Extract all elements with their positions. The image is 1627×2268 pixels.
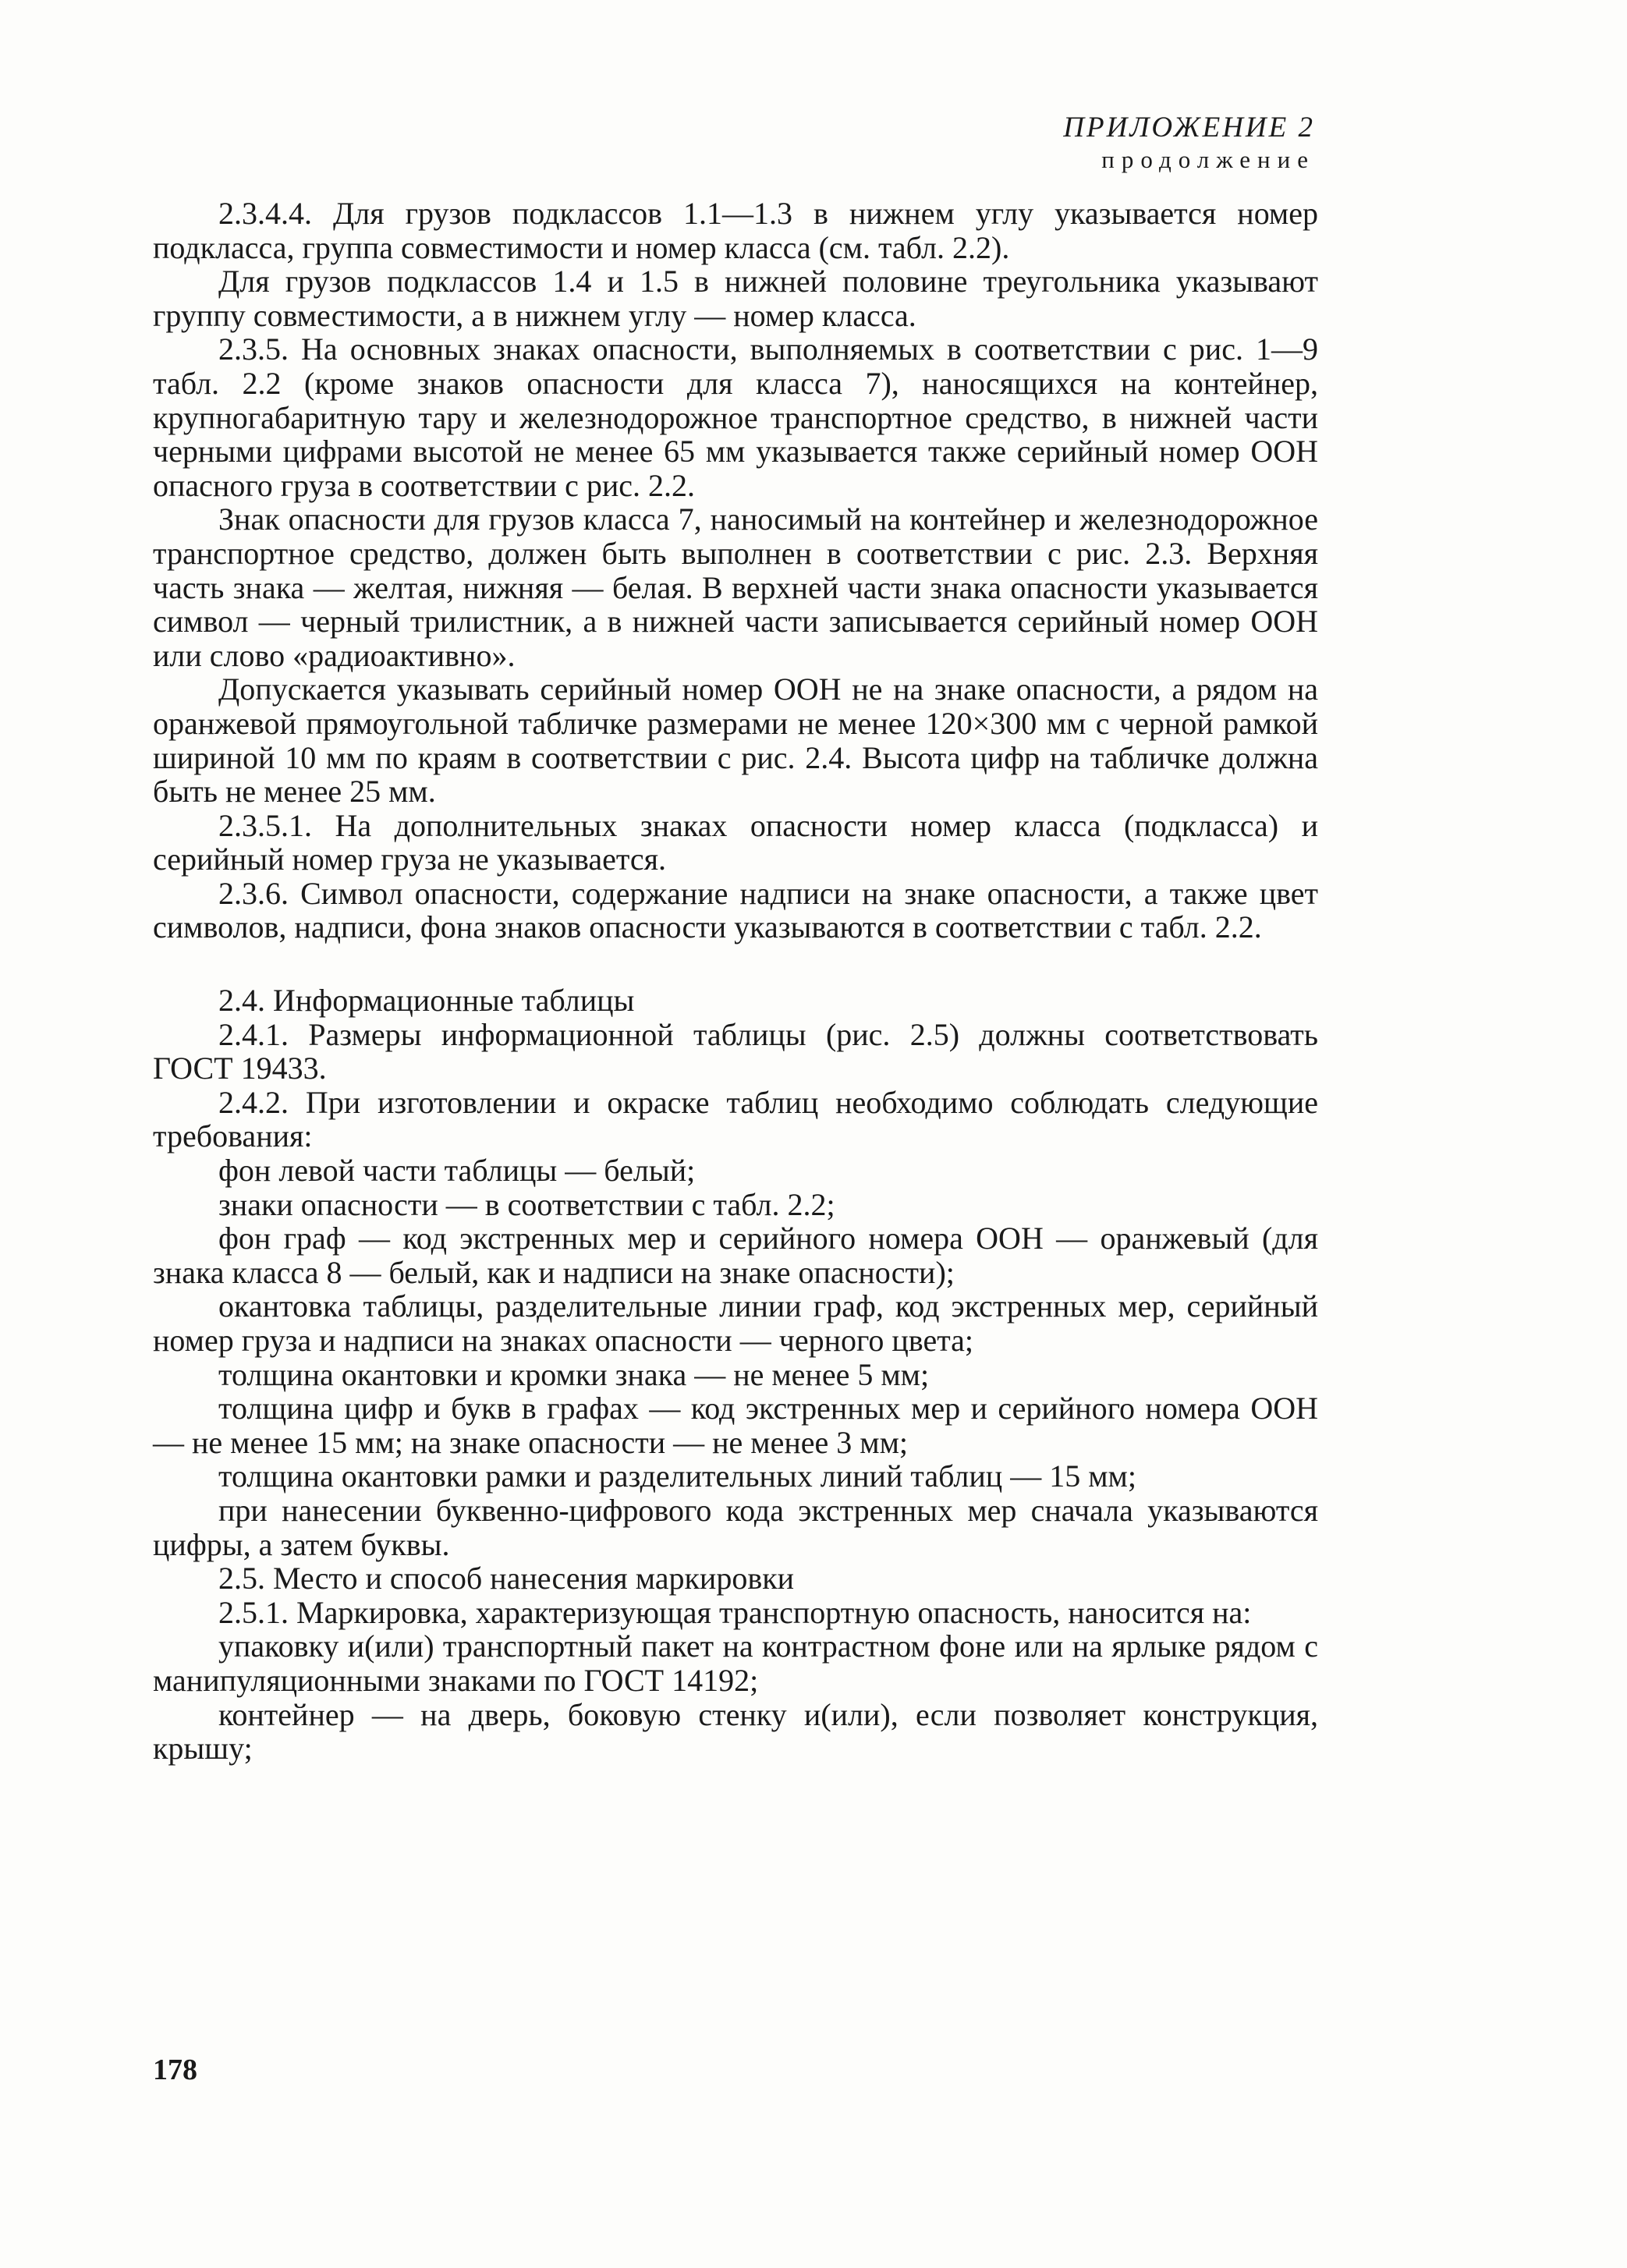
paragraph-2-3-6: 2.3.6. Символ опасности, содержание надписи на знаке опасности, а также цвет символов, надписи, фона знаков опасности указываются в соответствии с табл. 2.2.: [153, 875, 1318, 945]
list-item-border-thickness: толщина окантовки и кромки знака — не менее 5 мм;: [218, 1356, 930, 1392]
list-item-container: контейнер — на дверь, боковую стенку и(или), если позволяет конструкция, крышу;: [153, 1696, 1318, 1767]
list-item-column-background: фон граф — код экстренных мер и серийного номера ООН — оранжевый (для знака класса 8 — белый, как и надписи на знаке опасности);: [153, 1221, 1318, 1290]
paragraph-2-3-5-1: 2.3.5.1. На дополнительных знаках опасности номер класса (подкласса) и серийный номер груза не указывается.: [153, 807, 1318, 877]
appendix-title: ПРИЛОЖЕНИЕ 2: [1063, 112, 1315, 144]
list-item-code-order: при нанесении буквенно-цифрового кода экстренных мер сначала указываются цифры, а затем буквы.: [153, 1492, 1318, 1562]
list-item-frame-thickness: толщина окантовки рамки и разделительных линий таблиц — 15 мм;: [218, 1458, 1136, 1494]
section-heading-2-5: 2.5. Место и способ нанесения маркировки: [218, 1561, 795, 1596]
section-heading-2-4: 2.4. Информационные таблицы: [218, 983, 635, 1019]
list-item-hazard-signs: знаки опасности — в соответствии с табл. 2.2;: [218, 1186, 835, 1222]
appendix-header: [1063, 111, 1315, 175]
paragraph-2-4-1: 2.4.1. Размеры информационной таблицы (рис. 2.5) должны соответствовать ГОСТ 19433.: [153, 1016, 1318, 1086]
paragraph-class-7-sign: Знак опасности для грузов класса 7, наносимый на контейнер и железнодорожное транспортное средство, должен быть выполнен в соответствии с рис. 2.3. Верхняя часть знака — желтая, нижняя — белая. В верхней части знака опасности указывается символ — черный трилистник, а в нижней части записывается серийный номер ООН или слово «радиоактивно».: [153, 501, 1318, 673]
page-number: 178: [153, 2054, 197, 2086]
paragraph-2-3-4-4: 2.3.4.4. Для грузов подклассов 1.1—1.3 в нижнем углу указывается номер подкласса, группа совместимости и номер класса (см. табл. 2.2).: [153, 196, 1318, 265]
list-item-border-color: окантовка таблицы, разделительные линии граф, код экстренных мер, серийный номер груза и надписи на знаках опасности — черного цвета;: [153, 1288, 1318, 1358]
list-item-digit-thickness: толщина цифр и букв в графах — код экстренных мер и серийного номера ООН — не менее 15 мм; на знаке опасности — не менее 3 мм;: [153, 1391, 1318, 1460]
paragraph-subclasses-1-4-1-5: Для грузов подклассов 1.4 и 1.5 в нижней половине треугольника указывают группу совместимости, а в нижнем углу — номер класса.: [153, 264, 1318, 333]
paragraph-2-5-1: 2.5.1. Маркировка, характеризующая транспортную опасность, наносится на:: [218, 1594, 1252, 1630]
paragraph-2-3-5: 2.3.5. На основных знаках опасности, выполняемых в соответствии с рис. 1—9 табл. 2.2 (кроме знаков опасности для класса 7), наносящихся на контейнер, крупногабаритную тару и железнодорожное транспортное средство, в нижней части черными цифрами высотой не менее 65 мм указывается также серийный номер ООН опасного груза в соответствии с рис. 2.2.: [153, 331, 1318, 503]
list-item-left-background: фон левой части таблицы — белый;: [218, 1153, 696, 1189]
appendix-subtitle: продолжение: [1101, 146, 1315, 173]
paragraph-un-number-plate: Допускается указывать серийный номер ООН не на знаке опасности, а рядом на оранжевой прямоугольной табличке размерами не менее 120×300 мм с черной рамкой шириной 10 мм по краям в соответствии с рис. 2.4. Высота цифр на табличке должна быть не менее 25 мм.: [153, 672, 1318, 810]
list-item-packaging: упаковку и(или) транспортный пакет на контрастном фоне или на ярлыке рядом с манипуляционными знаками по ГОСТ 14192;: [153, 1628, 1318, 1698]
body-text: [153, 197, 1318, 1766]
paragraph-2-4-2: 2.4.2. При изготовлении и окраске таблиц необходимо соблюдать следующие требования:: [153, 1084, 1318, 1154]
